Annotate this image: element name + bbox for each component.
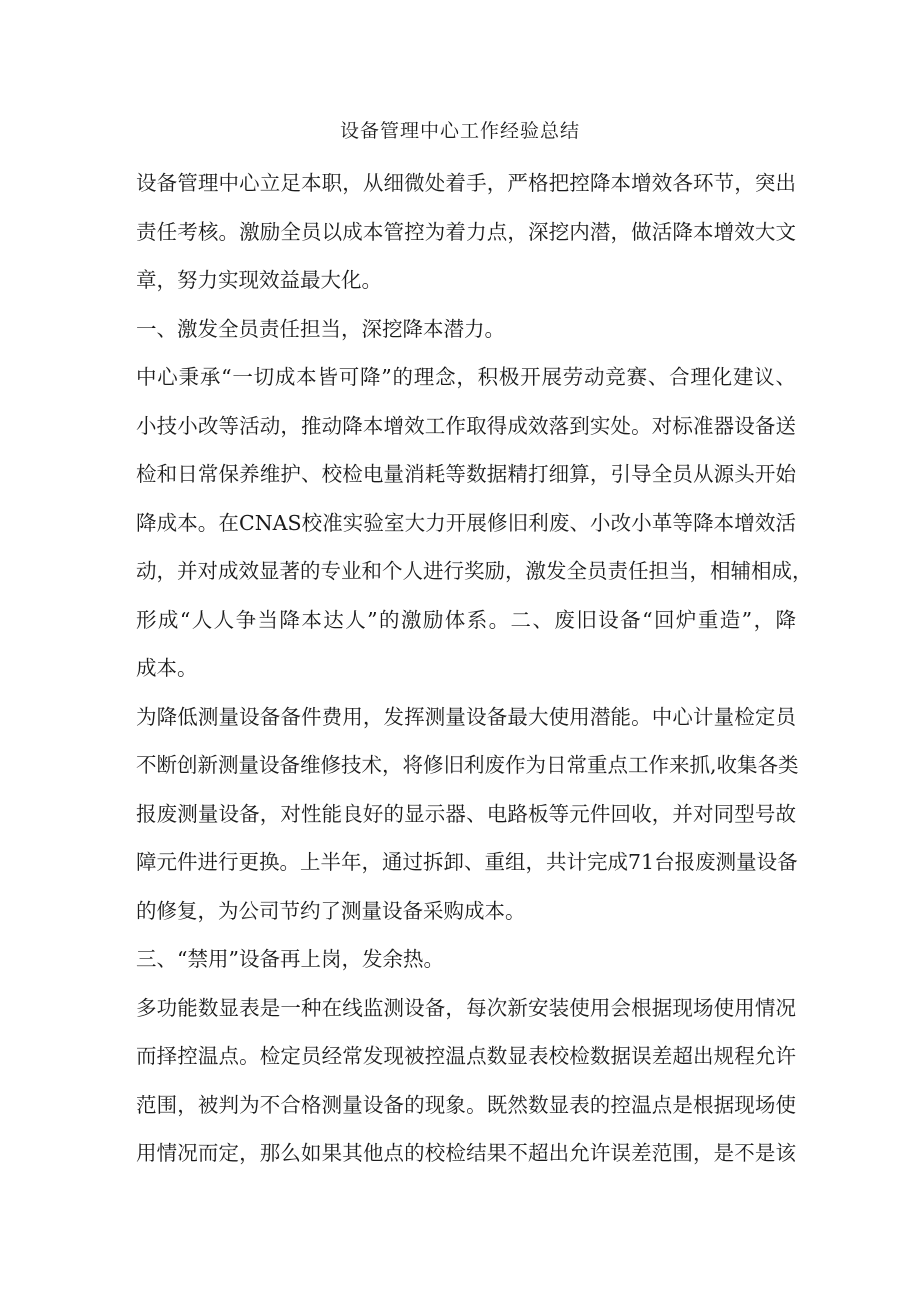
text-line: 检和日常保养维护、校检电量消耗等数据精打细算，引导全员从源头开始	[136, 462, 796, 486]
text-line: 而择控温点。检定员经常发现被控温点数显表校检数据误差超出规程允许	[136, 1044, 796, 1068]
text-line: 范围，被判为不合格测量设备的现象。既然数显表的控温点是根据现场使	[136, 1092, 796, 1117]
text-line: 章，努力实现效益最大化。	[136, 268, 382, 292]
text-line: 小技小改等活动，推动降本增效工作取得成效落到实处。对标准器设备送	[136, 413, 796, 438]
text-line: 成本。	[136, 656, 198, 680]
text-line: 降成本。在CNAS校准实验室大力开展修旧利废、小改小革等降本增效活	[136, 510, 796, 535]
text-line: 设备管理中心立足本职，从细微处着手，严格把控降本增效各环节，突出	[136, 171, 796, 195]
text-line: 用情况而定，那么如果其他点的校检结果不超出允许误差范围，是不是该	[136, 1141, 796, 1165]
text-line: 障元件进行更换。上半年，通过拆卸、重组，共计完成71台报废测量设备	[136, 850, 798, 874]
text-line: 多功能数显表是一种在线监测设备，每次新安装使用会根据现场使用情况	[136, 995, 796, 1020]
text-line: 的修复，为公司节约了测量设备采购成本。	[136, 898, 526, 923]
text-line: 一、激发全员责任担当，深挖降本潜力。	[136, 316, 505, 341]
document-body	[136, 159, 813, 1178]
text-line: 责任考核。激励全员以成本管控为着力点，深挖内潜，做活降本增效大文	[136, 219, 796, 244]
text-line: 不断创新测量设备维修技术，将修旧利废作为日常重点工作来抓,收集各类	[136, 753, 799, 777]
text-line: 形成“人人争当降本达人”的激励体系。二、废旧设备“回炉重造”，降	[136, 607, 796, 632]
text-line: 报废测量设备，对性能良好的显示器、电路板等元件回收，并对同型号故	[136, 801, 796, 826]
text-line: 动，并对成效显著的专业和个人进行奖励，激发全员责任担当，相辅相成，	[136, 559, 813, 583]
text-line: 中心秉承“一切成本皆可降”的理念，积极开展劳动竞赛、合理化建议、	[136, 365, 796, 389]
text-line: 为降低测量设备备件费用，发挥测量设备最大使用潜能。中心计量检定员	[136, 704, 796, 729]
text-line: 三、“禁用”设备再上岗，发余热。	[136, 947, 444, 971]
document-title: 设备管理中心工作经验总结	[339, 120, 580, 142]
